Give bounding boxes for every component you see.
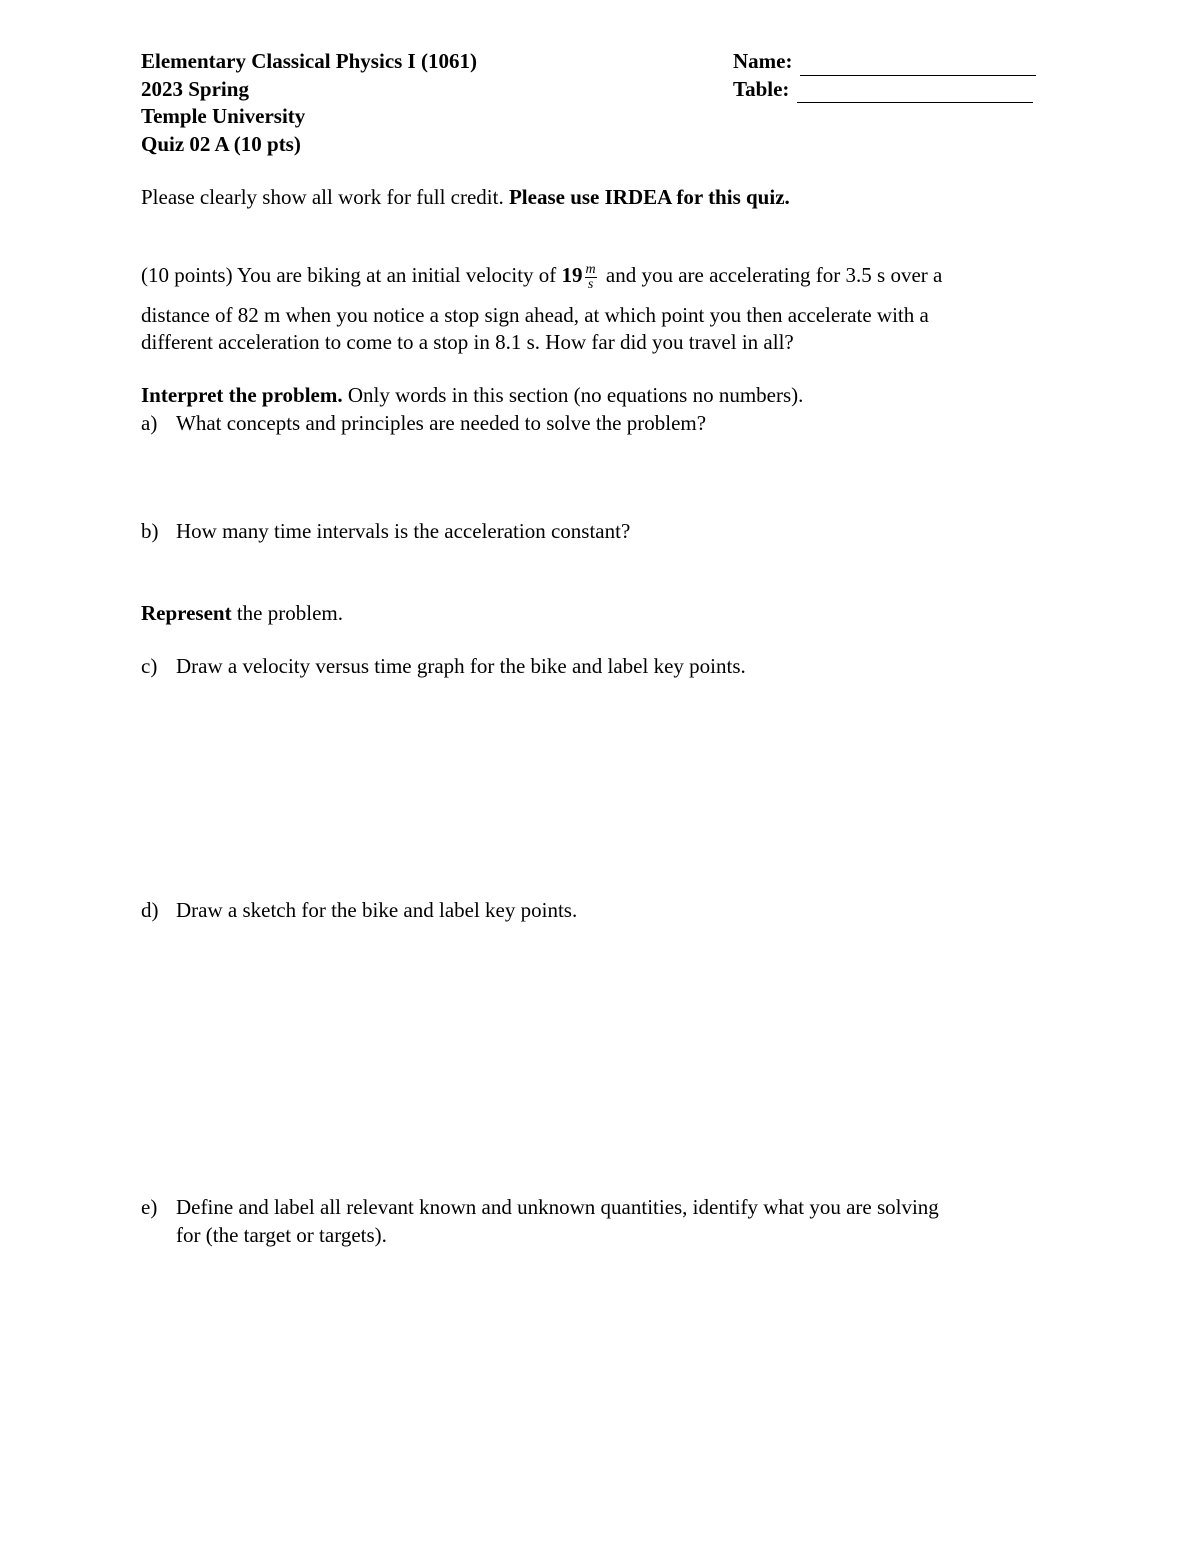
problem-line-2: distance of 82 m when you notice a stop sign ahead, at which point you then accelerate with a <box>141 303 929 327</box>
question-c <box>141 653 746 680</box>
question-text: How many time intervals is the acceleration constant? <box>176 519 631 543</box>
question-letter: c) <box>141 654 158 678</box>
quiz-header <box>141 48 477 158</box>
quiz-title: Quiz 02 A (10 pts) <box>141 131 301 156</box>
instructions-text: Please clearly show all work for full credit. <box>141 185 504 209</box>
problem-text-1a: (10 points) You are biking at an initial velocity of <box>141 263 562 287</box>
question-text: Draw a sketch for the bike and label key points. <box>176 898 578 922</box>
instructions-bold: Please use IRDEA for this quiz. <box>508 185 790 209</box>
name-label: Name: <box>733 49 793 74</box>
question-letter: b) <box>141 519 159 543</box>
velocity-value: 19 <box>561 263 583 287</box>
table-label: Table: <box>733 76 790 101</box>
question-letter: e) <box>141 1195 158 1219</box>
question-e <box>141 1194 939 1250</box>
interpret-note: Only words in this section (no equations no numbers). <box>342 383 804 407</box>
question-text: Draw a velocity versus time graph for the bike and label key points. <box>176 654 746 678</box>
name-blank[interactable] <box>800 57 1036 76</box>
question-text <box>176 1194 939 1250</box>
represent-note: the problem. <box>231 601 343 625</box>
term: 2023 Spring <box>141 76 249 101</box>
question-text-line-1: Define and label all relevant known and unknown quantities, identify what you are solving <box>176 1195 939 1219</box>
question-b <box>141 518 630 545</box>
represent-heading: Represent <box>141 601 232 625</box>
velocity-unit-fraction <box>585 263 597 292</box>
course-title: Elementary Classical Physics I (1061) <box>141 49 477 73</box>
question-text: What concepts and principles are needed to solve the problem? <box>176 411 707 435</box>
name-row <box>733 48 1036 76</box>
velocity-unit-numerator: m <box>585 261 596 277</box>
problem-line-1 <box>141 262 942 292</box>
table-row <box>733 76 1036 104</box>
university: Temple University <box>141 104 306 128</box>
velocity-unit-denominator: s <box>587 276 594 292</box>
problem-text-1b: and you are accelerating for 3.5 s over a <box>600 263 943 287</box>
question-text-line-2: for (the target or targets). <box>176 1223 387 1248</box>
instructions <box>141 184 790 211</box>
represent-section <box>141 600 343 627</box>
question-a <box>141 410 706 437</box>
question-letter: a) <box>141 411 158 435</box>
interpret-section <box>141 382 803 409</box>
student-info <box>733 48 1036 103</box>
problem-line-3: different acceleration to come to a stop in 8.1 s. How far did you travel in all? <box>141 330 794 354</box>
interpret-heading: Interpret the problem. <box>141 383 343 407</box>
question-d <box>141 897 577 924</box>
question-letter: d) <box>141 898 159 922</box>
table-blank[interactable] <box>797 84 1033 103</box>
